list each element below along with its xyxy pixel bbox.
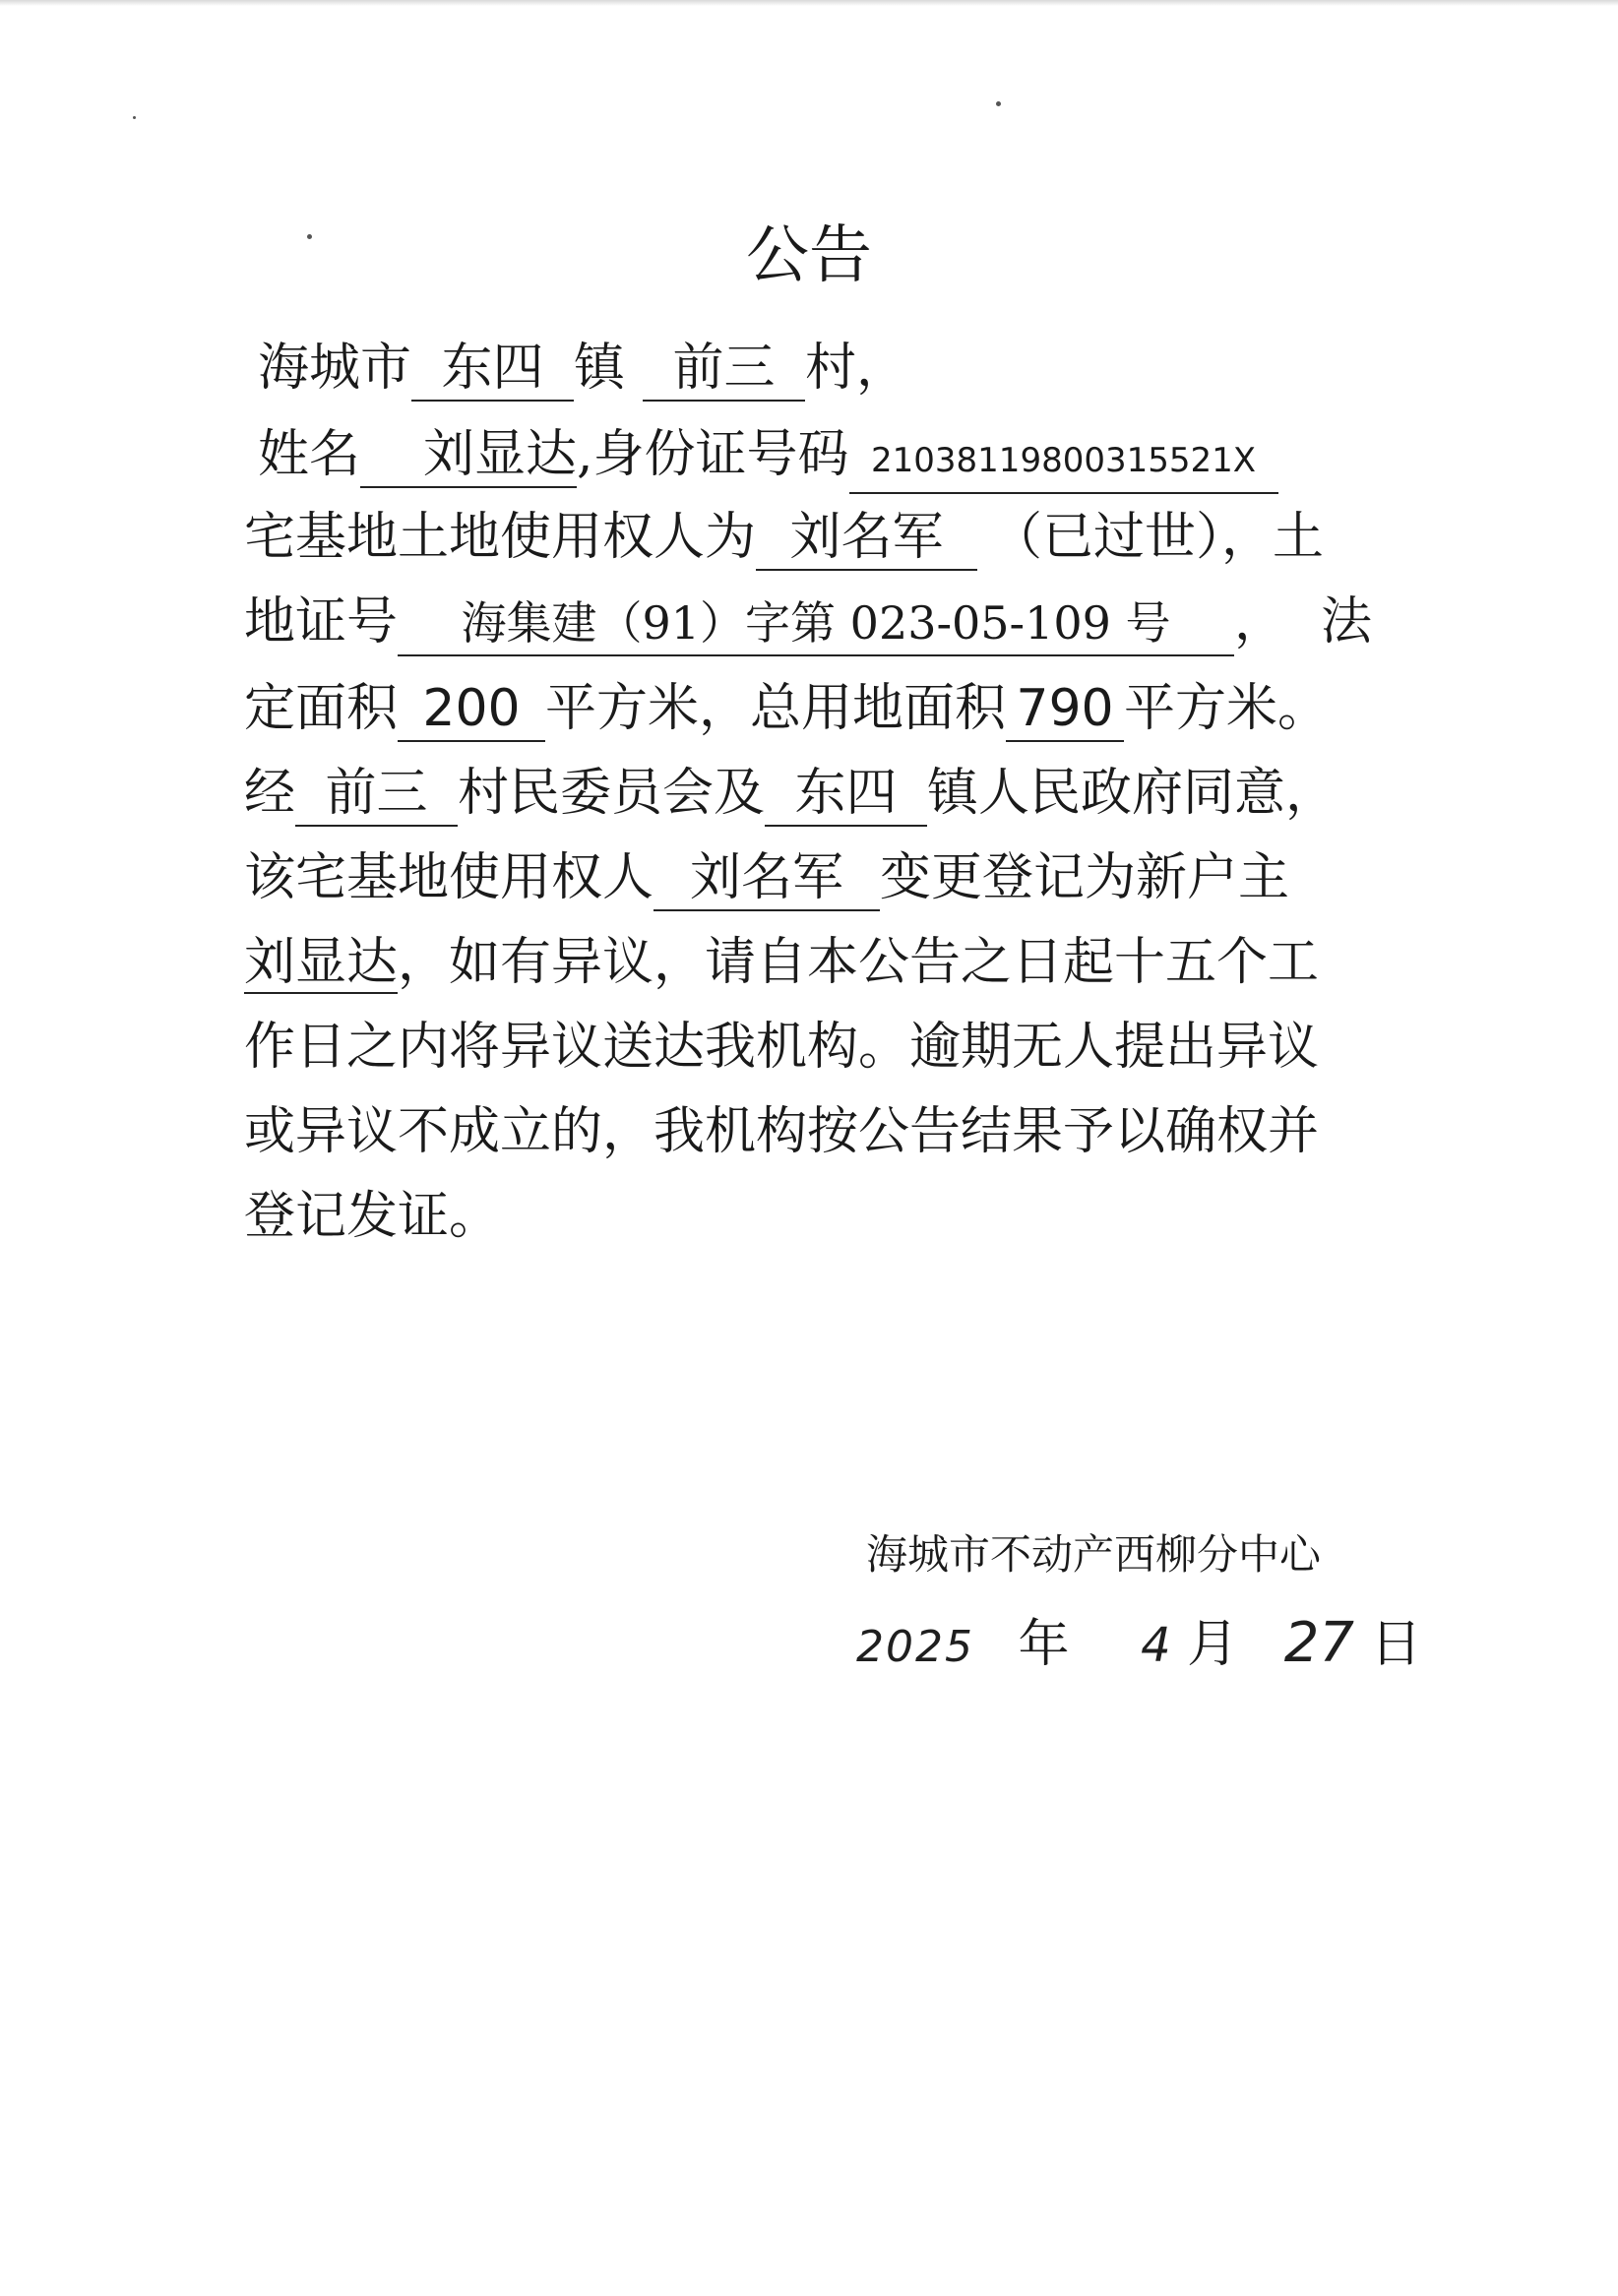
id-label: ,身份证号码: [577, 425, 849, 484]
owner-field: 刘名军: [756, 506, 977, 571]
id-number-field: 21038119800315521X: [849, 429, 1278, 494]
scan-edge: [0, 0, 1618, 6]
day-char: 日: [1370, 1615, 1422, 1674]
town-field: 东四: [411, 337, 574, 402]
legal-area-field: 200: [398, 677, 545, 742]
body-line-9: 作日之内将异议送达我机构。逾期无人提出异议: [244, 1018, 1320, 1077]
village-field: 前三: [643, 337, 805, 402]
scan-speck: [133, 116, 136, 119]
issue-date: [856, 1599, 1422, 1688]
owner-line: [244, 494, 1386, 581]
body-line-8-text: ，如有异议，请自本公告之日起十五个工: [398, 933, 1320, 992]
name-field: 刘显达: [360, 423, 577, 488]
scan-speck: [996, 101, 1001, 106]
approval-suffix: 镇人民政府同意，: [927, 764, 1338, 823]
year-char: 年: [1018, 1615, 1070, 1674]
approval-town-field: 东四: [765, 762, 927, 827]
change-line: [244, 835, 1386, 921]
new-owner-name: 刘显达: [244, 933, 399, 992]
owner-status: （已过世），土: [991, 508, 1325, 567]
issuing-organization: 海城市不动产西柳分中心: [866, 1530, 1322, 1579]
cert-suffix-word: 法: [1321, 592, 1373, 652]
approval-mid: 村民委员会及: [458, 764, 766, 823]
location-line: [258, 325, 1400, 411]
total-area-unit: 平方米。: [1124, 679, 1330, 738]
old-owner-field: 刘名军: [653, 846, 880, 911]
city-label: 海城市: [258, 339, 412, 398]
legal-area-label: 定面积: [244, 679, 399, 738]
cert-prefix: 地证号: [244, 592, 399, 652]
name-label: 姓名: [258, 425, 361, 484]
date-day: 27: [1283, 1611, 1354, 1675]
owner-prefix: 宅基地土地使用权人为: [244, 508, 757, 567]
date-year: 2025: [856, 1622, 974, 1672]
village-suffix: 村，: [805, 339, 908, 398]
approval-line: [244, 750, 1386, 837]
town-suffix: 镇: [574, 339, 626, 398]
change-suffix: 变更登记为新户主: [880, 848, 1290, 907]
total-area-field: 790: [1006, 677, 1124, 742]
notice-title: 公告: [746, 219, 872, 292]
date-month: 4: [1141, 1618, 1171, 1673]
person-line: [258, 411, 1400, 498]
approval-prefix: 经: [244, 764, 296, 823]
area-line: [244, 665, 1386, 752]
cert-suffix-comma: ，: [1234, 592, 1286, 652]
body-line-11: 登记发证。: [244, 1187, 501, 1246]
body-line-8: [244, 919, 1386, 1006]
cert-line: [244, 579, 1386, 665]
approval-village-field: 前三: [295, 762, 458, 827]
change-prefix: 该宅基地使用权人: [244, 848, 654, 907]
legal-area-unit: 平方米，总用地面积: [545, 679, 1007, 738]
cert-number-field: 海集建（91）字第 023-05-109 号: [398, 591, 1234, 656]
body-line-10: 或异议不成立的，我机构按公告结果予以确权并: [244, 1102, 1320, 1161]
month-char: 月: [1187, 1615, 1239, 1674]
